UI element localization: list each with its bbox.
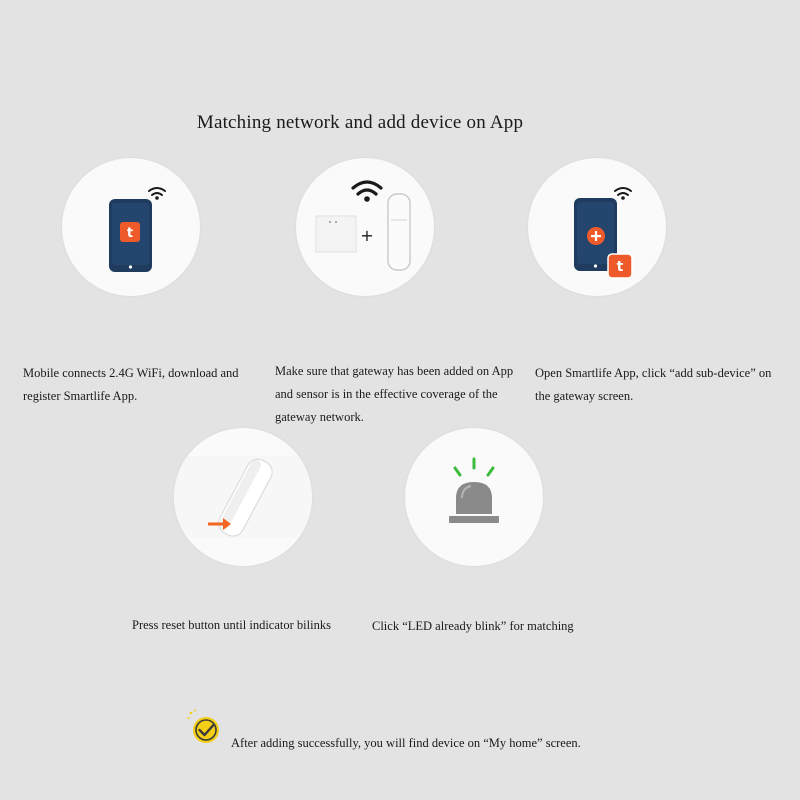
step-2-line-3: gateway network. — [275, 410, 364, 424]
step-5-line-1: Click “LED already blink” for matching — [372, 619, 574, 633]
step-1-line-1: Mobile connects 2.4G WiFi, download and — [23, 366, 239, 380]
step-3-line-2: the gateway screen. — [535, 389, 634, 403]
phone-app-icon — [62, 158, 200, 296]
check-icon — [186, 708, 226, 748]
led-blink-icon — [405, 428, 543, 566]
phone-add-icon — [528, 158, 666, 296]
step-4-text — [132, 614, 331, 637]
step-1-illustration — [62, 158, 200, 296]
step-5-text — [372, 615, 574, 638]
final-note: After adding successfully, you will find device on “My home” screen. — [231, 736, 581, 750]
sensor-reset-icon — [174, 428, 312, 566]
step-2-line-1: Make sure that gateway has been added on App — [275, 364, 514, 378]
step-2-text — [275, 360, 513, 429]
gateway-sensor-icon — [296, 158, 434, 296]
step-2-line-2: and sensor is in the effective coverage of the — [275, 387, 498, 401]
step-1-text — [23, 362, 239, 408]
svg-text:+: + — [360, 226, 374, 245]
step-2-illustration — [296, 158, 434, 296]
wifi-icon — [149, 188, 165, 195]
step-3-line-1: Open Smartlife App, click “add sub-device” on — [535, 366, 772, 380]
svg-text:t: t — [126, 226, 134, 241]
page-title: Matching network and add device on App — [196, 112, 524, 133]
step-3-illustration — [528, 158, 666, 296]
step-1-line-2: register Smartlife App. — [23, 389, 138, 403]
step-5-illustration — [405, 428, 543, 566]
step-3-text — [535, 362, 771, 408]
step-4-line-1: Press reset button until indicator bilinks — [132, 618, 331, 632]
step-4-illustration — [174, 428, 312, 566]
svg-text:t: t — [616, 259, 624, 275]
